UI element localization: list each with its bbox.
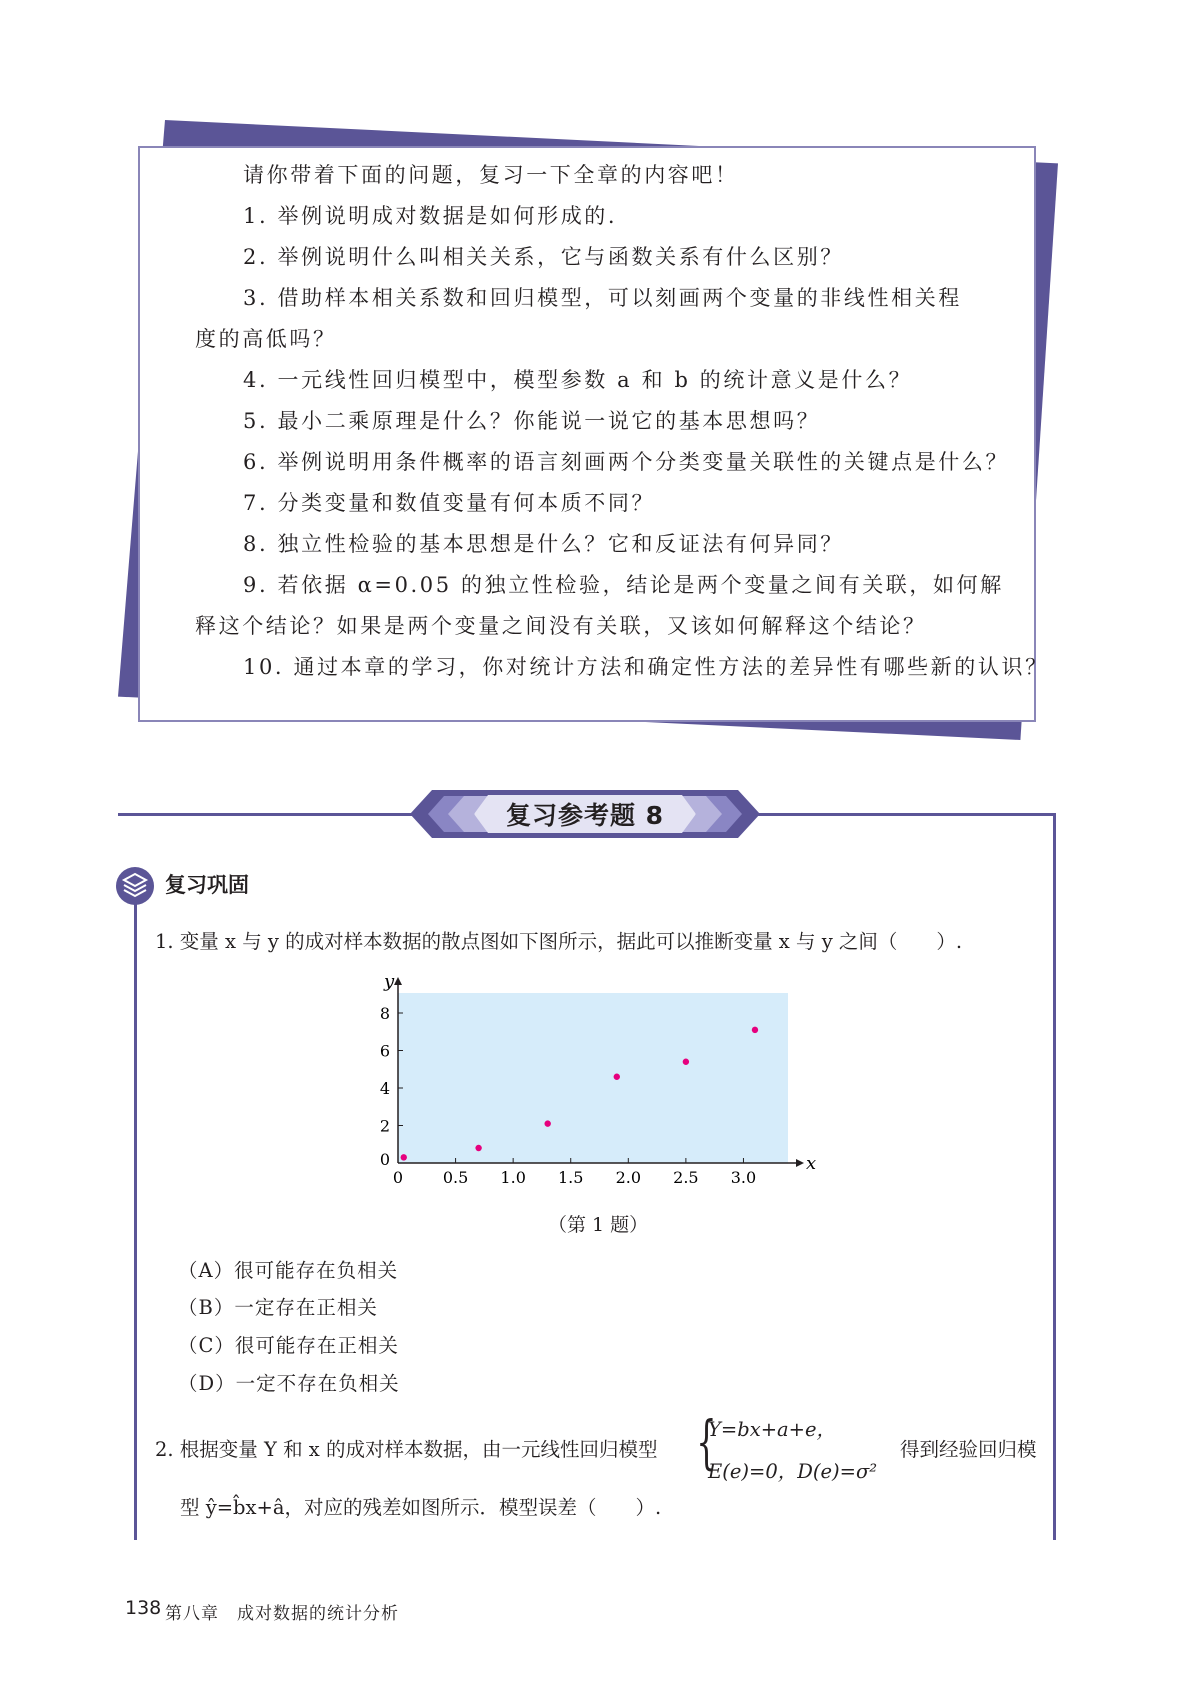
- scatter-chart: [360, 973, 820, 1188]
- layers-icon: [115, 866, 155, 906]
- model-equation-2: E(e)=0，D(e)=σ²: [708, 1460, 878, 1483]
- question-2-line-2: 型 ŷ=b̂x+â，对应的残差如图所示．模型误差（ ）.: [180, 1496, 662, 1519]
- y-tick-label: 4: [379, 1079, 390, 1098]
- x-axis-arrow: [796, 1159, 804, 1167]
- plot-background: [398, 993, 788, 1163]
- review-question: 4. 一元线性回归模型中，模型参数 a 和 b 的统计意义是什么？: [243, 368, 913, 392]
- data-point: [401, 1154, 407, 1160]
- x-tick-label: 2.0: [615, 1168, 642, 1187]
- review-question-continued: 释这个结论？如果是两个变量之间没有关联，又该如何解释这个结论？: [195, 614, 927, 638]
- figure-caption: （第 1 题）: [548, 1214, 649, 1236]
- x-tick-label: 0.5: [442, 1168, 469, 1187]
- section-title: 复习参考题 8: [505, 801, 665, 830]
- y-tick-label: 6: [379, 1041, 390, 1061]
- review-intro: 请你带着下面的问题，复习一下全章的内容吧！: [243, 163, 739, 187]
- equation-brace: {: [696, 1408, 717, 1476]
- data-point: [683, 1059, 689, 1065]
- data-point: [544, 1120, 550, 1126]
- review-question: 2. 举例说明什么叫相关关系，它与函数关系有什么区别？: [243, 245, 844, 269]
- review-question: 1. 举例说明成对数据是如何形成的.: [243, 204, 618, 228]
- page-number: 138: [125, 1597, 162, 1619]
- data-point: [752, 1027, 758, 1033]
- section-frame-right: [1053, 813, 1056, 1540]
- y-axis-arrow: [394, 977, 402, 985]
- data-point: [475, 1145, 481, 1151]
- x-tick-label: 0: [392, 1168, 404, 1187]
- y-tick-label: 2: [379, 1116, 390, 1136]
- option-d: （D）一定不存在负相关: [178, 1372, 400, 1395]
- x-axis-label: x: [806, 1153, 817, 1174]
- question-1-text: 1. 变量 x 与 y 的成对样本数据的散点图如下图所示，据此可以推断变量 x 与 y 之间（ ）.: [155, 930, 963, 953]
- review-questions: [195, 155, 1049, 688]
- x-tick-label: 1.0: [500, 1168, 526, 1187]
- review-question: 8. 独立性检验的基本思想是什么？它和反证法有何异同？: [243, 532, 844, 556]
- x-tick-label: 3.0: [730, 1168, 757, 1187]
- question-2-prefix: 2. 根据变量 Y 和 x 的成对样本数据，由一元线性回归模型: [155, 1438, 658, 1461]
- option-a: （A）很可能存在负相关: [178, 1259, 399, 1282]
- subsection-heading: 复习巩固: [165, 873, 249, 897]
- y-tick-label: 8: [379, 1004, 390, 1023]
- x-tick-label: 2.5: [673, 1168, 699, 1187]
- y-tick-label: 0: [379, 1150, 390, 1169]
- chapter-title: 第八章 成对数据的统计分析: [165, 1604, 399, 1624]
- question-2-suffix: 得到经验回归模: [900, 1438, 1037, 1461]
- review-question-continued: 度的高低吗？: [195, 327, 337, 351]
- model-equation-1: Y=bx+a+e，: [708, 1418, 837, 1441]
- review-question: 10. 通过本章的学习，你对统计方法和确定性方法的差异性有哪些新的认识？: [243, 655, 1049, 679]
- option-b: （B）一定存在正相关: [178, 1296, 378, 1319]
- y-axis-label: y: [384, 973, 395, 992]
- section-frame-left: [134, 884, 137, 1540]
- review-question: 6. 举例说明用条件概率的语言刻画两个分类变量关联性的关键点是什么？: [243, 450, 1010, 474]
- data-point: [614, 1074, 620, 1080]
- review-question: 5. 最小二乘原理是什么？你能说一说它的基本思想吗？: [243, 409, 821, 433]
- review-question: 3. 借助样本相关系数和回归模型，可以刻画两个变量的非线性相关程: [243, 286, 962, 310]
- review-question: 7. 分类变量和数值变量有何本质不同？: [243, 491, 656, 515]
- review-question: 9. 若依据 α=0.05 的独立性检验，结论是两个变量之间有关联，如何解: [243, 573, 1004, 597]
- option-c: （C）很可能存在正相关: [178, 1334, 399, 1357]
- x-tick-label: 1.5: [558, 1168, 584, 1187]
